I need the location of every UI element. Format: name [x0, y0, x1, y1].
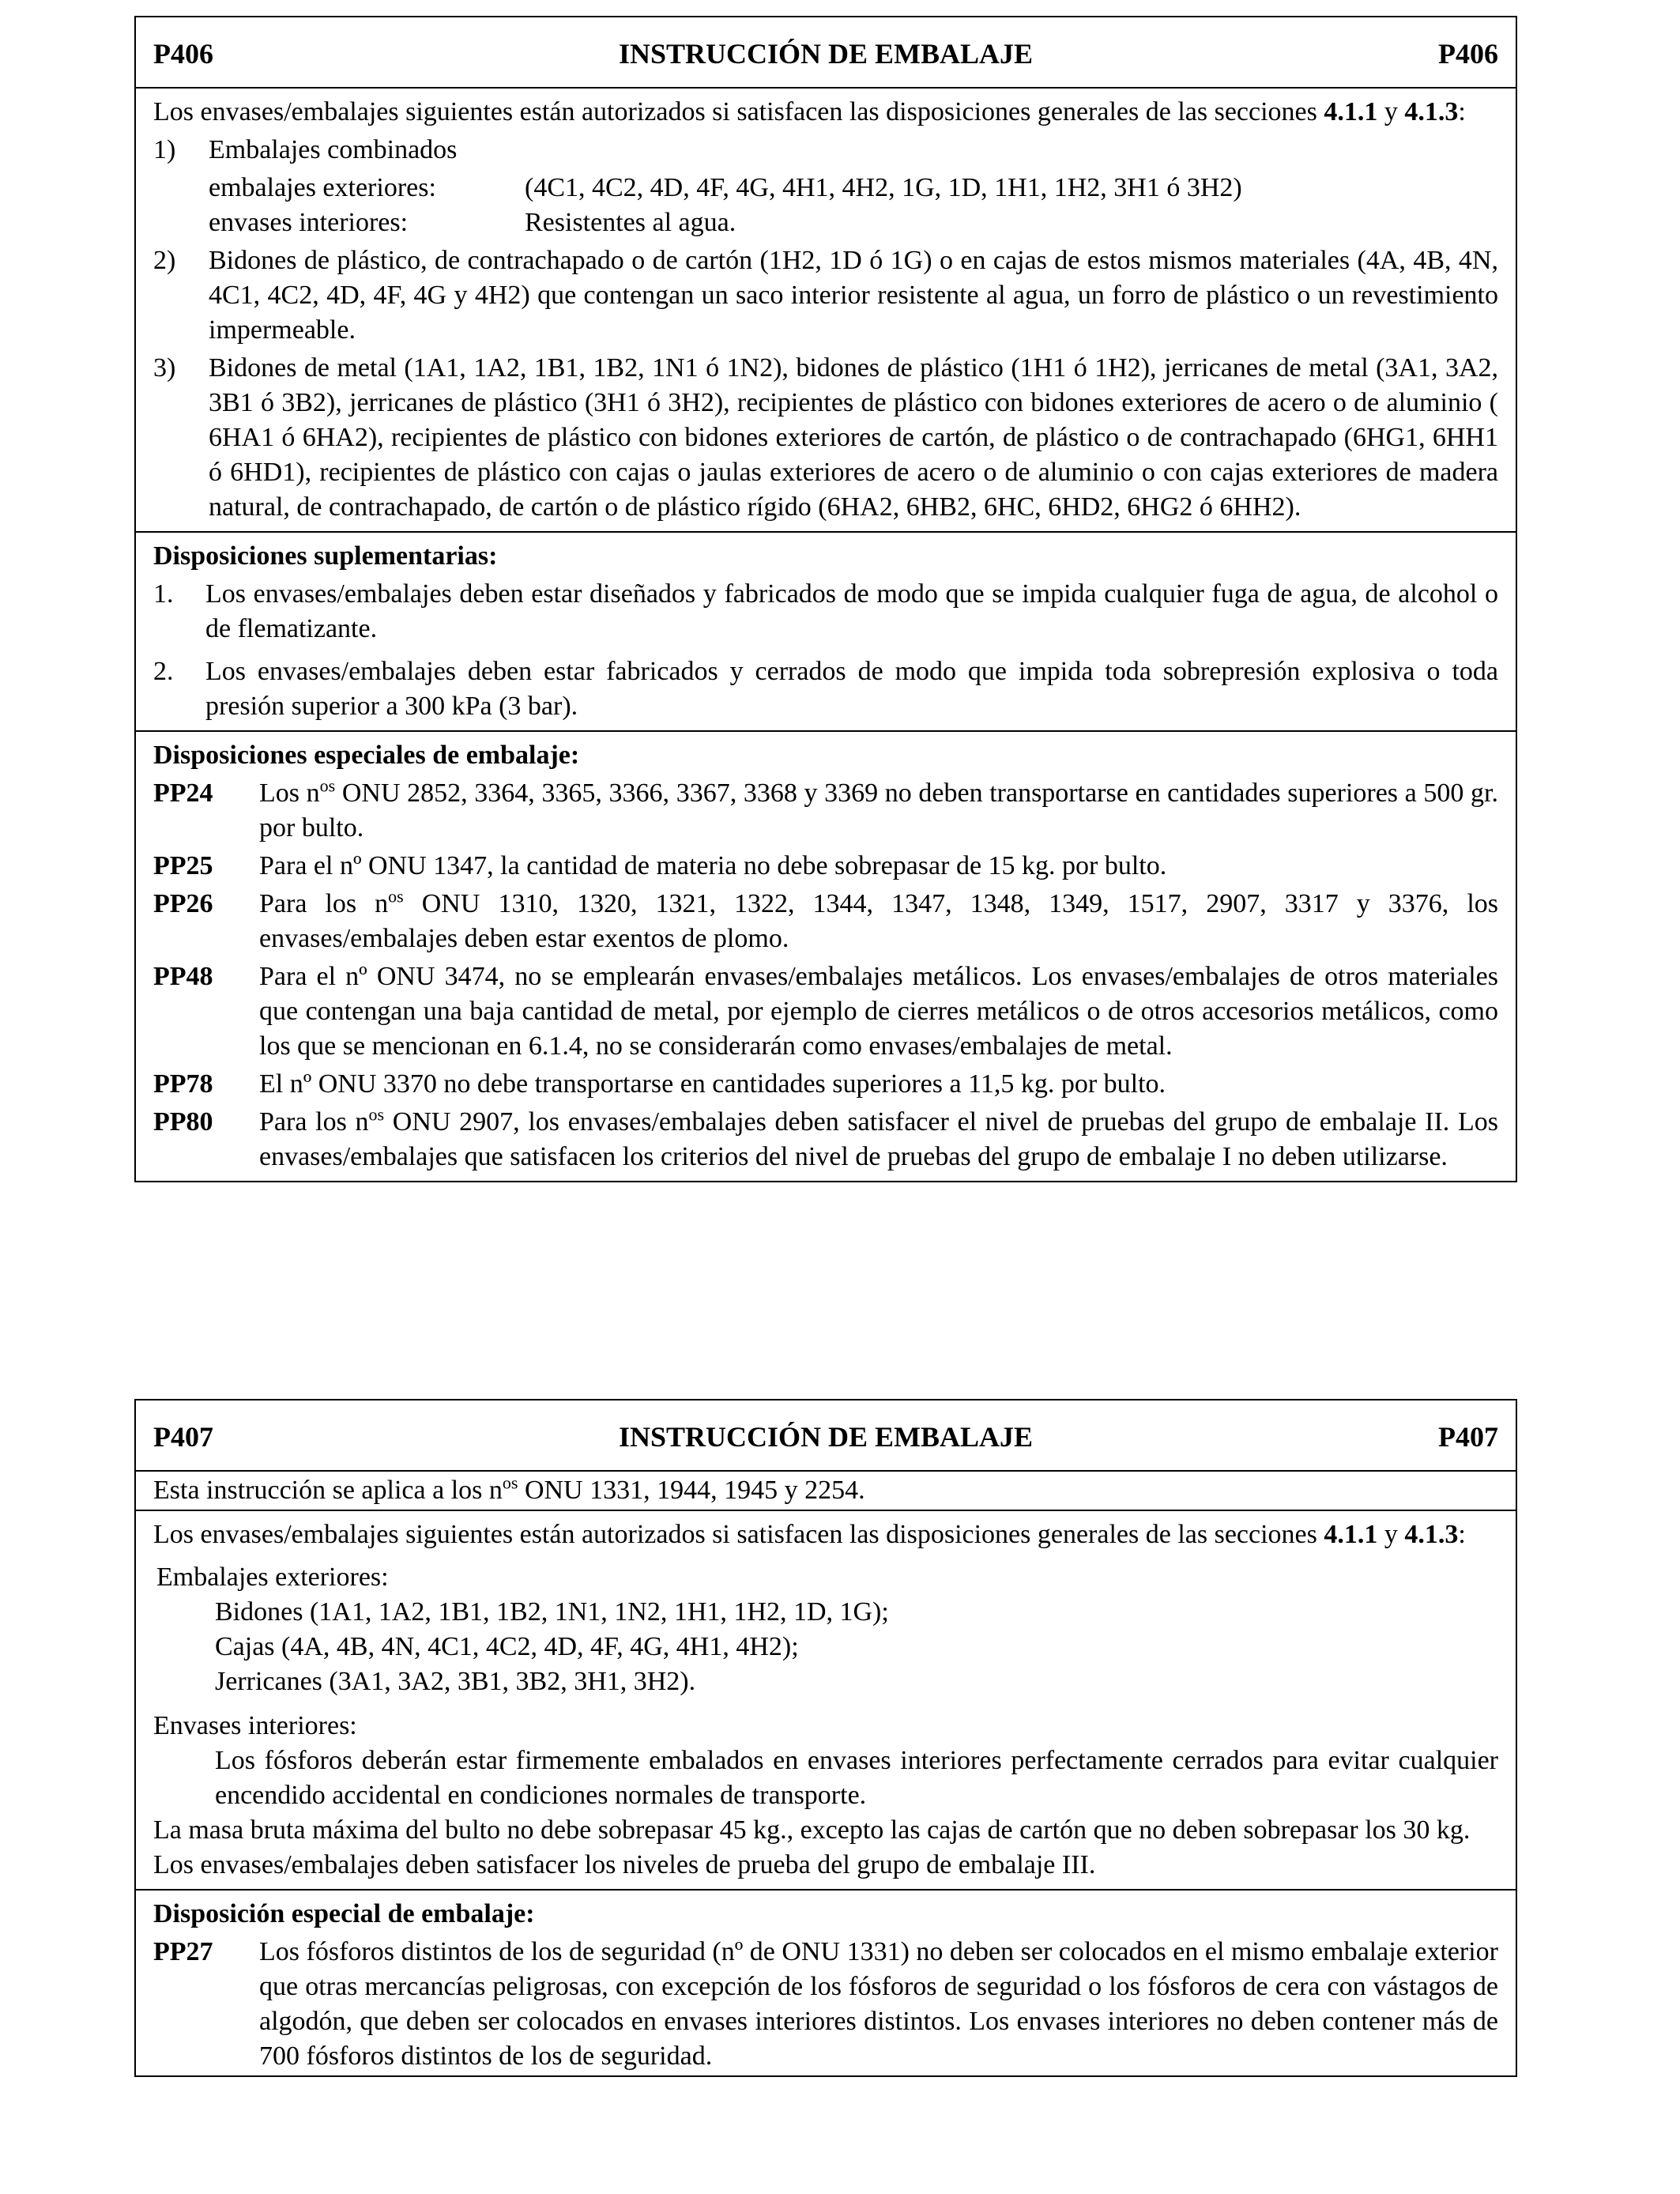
pp-text: ONU 1310, 1320, 1321, 1322, 1344, 1347, 1348, 1349, 1517, 2907, 3317 y 3376, los envases/embalajes deben estar exentos de plomo. — [259, 889, 1498, 953]
p406-intro-text: Los envases/embalajes siguientes están autorizados si satisfacen las disposiciones generales de las secciones — [153, 97, 1324, 126]
p406-intro-colon: : — [1458, 97, 1466, 126]
p407-code-left: P407 — [153, 1421, 213, 1453]
sub-row-key: embalajes exteriores: — [209, 173, 436, 202]
p406-supplementary-section — [136, 531, 1516, 730]
pp-sup: os — [388, 886, 404, 907]
p406-item-2 — [153, 243, 1498, 348]
pp-sup: os — [319, 775, 336, 796]
p406-supp-item — [153, 654, 1498, 724]
p407-authorized-section — [136, 1510, 1516, 1889]
pp-code: PP24 — [153, 778, 213, 808]
pp-code: PP25 — [153, 851, 213, 880]
p407-special-section — [136, 1889, 1516, 2075]
p407-levels-text: Los envases/embalajes deben satisfacer los niveles de prueba del grupo de embalaje III. — [153, 1850, 1096, 1879]
p407-intro-and: y — [1377, 1520, 1405, 1549]
list-item: Cajas (4A, 4B, 4N, 4C1, 4C2, 4D, 4F, 4G, 4H1, 4H2); — [215, 1632, 799, 1661]
pp-code: PP27 — [153, 1937, 213, 1966]
item-number: 3) — [153, 353, 176, 383]
item-text: Los envases/embalajes deben estar diseñados y fabricados de modo que se impida cualquier fuga de agua, de alcohol o de flematizante. — [205, 579, 1498, 643]
p406-instruction-box — [134, 16, 1517, 1182]
p406-item-1 — [153, 133, 1498, 240]
sub-row — [209, 171, 1498, 205]
pp-code: PP80 — [153, 1107, 213, 1137]
pp-code: PP48 — [153, 962, 213, 991]
p407-code-right: P407 — [1438, 1421, 1498, 1453]
p406-supp-item — [153, 577, 1498, 647]
pp-text: El nº ONU 3370 no debe transportarse en cantidades superiores a 11,5 kg. por bulto. — [259, 1069, 1166, 1099]
p406-intro-ref1: 4.1.1 — [1324, 97, 1378, 126]
p407-header — [136, 1400, 1516, 1470]
pp-row — [153, 1105, 1498, 1174]
p407-intro-colon: : — [1458, 1520, 1466, 1549]
p407-inner-title: Envases interiores: — [153, 1711, 357, 1740]
pp-row — [153, 959, 1498, 1064]
pp-text-pre: Para los n — [259, 889, 389, 918]
p406-code-left: P406 — [153, 38, 213, 70]
pp-row — [153, 776, 1498, 846]
p407-applies-section — [136, 1470, 1516, 1510]
p406-special-section — [136, 730, 1516, 1181]
pp-text: Los fósforos distintos de los de seguridad (nº de ONU 1331) no deben ser colocados en el mismo embalaje exterior que otras mercancías peligrosas, con excepción de los fósforos de seguridad o los fósforos de cera con vástagos de algodón, que deben ser colocados en envases interiores distintos. Los envases interiores no deben contener más de 700 fósforos distintos de los de seguridad. — [259, 1937, 1498, 2071]
item-number: 2) — [153, 246, 176, 275]
item-number: 2. — [153, 657, 174, 686]
p407-intro — [153, 1517, 1498, 1552]
p406-code-right: P406 — [1438, 38, 1498, 70]
p406-supp-title: Disposiciones suplementarias: — [153, 541, 498, 571]
pp-text: Para el nº ONU 1347, la cantidad de materia no debe sobrepasar de 15 kg. por bulto. — [259, 851, 1167, 880]
p406-header — [136, 17, 1516, 87]
p407-mass-text: La masa bruta máxima del bulto no debe sobrepasar 45 kg., excepto las cajas de cartón que no deben sobrepasar los 30 kg. — [153, 1815, 1471, 1845]
item-text: Bidones de plástico, de contrachapado o de cartón (1H2, 1D ó 1G) o en cajas de estos mismos materiales (4A, 4B, 4N, 4C1, 4C2, 4D, 4F, 4G y 4H2) que contengan un saco interior resistente al agua, un forro de plástico o un revestimiento impermeable. — [209, 246, 1498, 345]
p407-inner-text: Los fósforos deberán estar firmemente embalados en envases interiores perfectamente cerrados para evitar cualquier encendido accidental en condiciones normales de transporte. — [215, 1746, 1498, 1810]
p406-intro — [153, 95, 1498, 130]
p406-title: INSTRUCCIÓN DE EMBALAJE — [618, 38, 1034, 70]
pp-row — [153, 1067, 1498, 1102]
pp-code: PP78 — [153, 1069, 213, 1099]
p407-outer-title: Embalajes exteriores: — [156, 1563, 389, 1592]
p406-intro-and: y — [1377, 97, 1405, 126]
pp-text: Para el nº ONU 3474, no se emplearán envases/embalajes metálicos. Los envases/embalajes de otros materiales que contengan una baja cantidad de metal, por ejemplo de cierres metálicos o de otros accesorios metálicos, como los que se mencionan en 6.1.4, no se considerarán como envases/embalajes de metal. — [259, 962, 1498, 1061]
sub-row — [209, 205, 1498, 240]
p407-outer-list — [153, 1595, 1498, 1699]
item-number: 1) — [153, 135, 176, 164]
pp-row — [153, 1935, 1498, 2074]
pp-code: PP26 — [153, 889, 213, 918]
p407-applies-sup: os — [502, 1472, 518, 1493]
pp-text-pre: Para los n — [259, 1107, 369, 1137]
p407-title: INSTRUCCIÓN DE EMBALAJE — [618, 1421, 1034, 1453]
p406-intro-ref2: 4.1.3 — [1404, 97, 1459, 126]
pp-text-pre: Los n — [259, 778, 320, 808]
pp-sup: os — [368, 1104, 385, 1125]
p407-intro-ref1: 4.1.1 — [1324, 1520, 1378, 1549]
p407-intro-text: Los envases/embalajes siguientes están autorizados si satisfacen las disposiciones generales de las secciones — [153, 1520, 1324, 1549]
p407-special-title: Disposición especial de embalaje: — [153, 1899, 535, 1928]
pp-row — [153, 849, 1498, 884]
p406-item-3 — [153, 351, 1498, 525]
p407-applies-text: ONU 1331, 1944, 1945 y 2254. — [518, 1476, 865, 1505]
item-text: Embalajes combinados — [209, 135, 458, 164]
sub-row-value: (4C1, 4C2, 4D, 4F, 4G, 4H1, 4H2, 1G, 1D, 1H1, 1H2, 3H1 ó 3H2) — [525, 173, 1242, 202]
p407-applies — [153, 1473, 1498, 1508]
list-item: Jerricanes (3A1, 3A2, 3B1, 3B2, 3H1, 3H2). — [215, 1667, 696, 1696]
pp-text: ONU 2852, 3364, 3365, 3366, 3367, 3368 y 3369 no deben transportarse en cantidades superiores a 500 gr. por bulto. — [259, 778, 1498, 843]
pp-row — [153, 887, 1498, 956]
list-item: Bidones (1A1, 1A2, 1B1, 1B2, 1N1, 1N2, 1H1, 1H2, 1D, 1G); — [215, 1597, 889, 1627]
p407-instruction-box — [134, 1399, 1517, 2077]
p406-special-title: Disposiciones especiales de embalaje: — [153, 741, 580, 770]
sub-row-value: Resistentes al agua. — [525, 208, 736, 237]
pp-text: ONU 2907, los envases/embalajes deben satisfacer el nivel de pruebas del grupo de embalaje II. Los envases/embalajes que satisfacen los criterios del nivel de pruebas del grupo de embalaje I no deben utilizarse. — [259, 1107, 1498, 1171]
p407-intro-ref2: 4.1.3 — [1404, 1520, 1459, 1549]
item-text: Los envases/embalajes deben estar fabricados y cerrados de modo que impida toda sobrepresión explosiva o toda presión superior a 300 kPa (3 bar). — [205, 657, 1498, 721]
p406-authorized-section — [136, 87, 1516, 531]
item-text: Bidones de metal (1A1, 1A2, 1B1, 1B2, 1N1 ó 1N2), bidones de plástico (1H1 ó 1H2), jerricanes de metal (3A1, 3A2, 3B1 ó 3B2), jerricanes de plástico (3H1 ó 3H2), recipientes de plástico con bidones exteriores de acero o de aluminio ( 6HA1 ó 6HA2), recipientes de plástico con bidones exteriores de cartón, de plástico o de contrachapado (6HG1, 6HH1 ó 6HD1), recipientes de plástico con cajas o jaulas exteriores de acero o de aluminio o con cajas exteriores de madera natural, de contrachapado, de cartón o de plástico rígido (6HA2, 6HB2, 6HC, 6HD2, 6HG2 ó 6HH2). — [209, 353, 1498, 522]
item-number: 1. — [153, 579, 174, 609]
p407-applies-pre: Esta instrucción se aplica a los n — [153, 1476, 503, 1505]
sub-row-key: envases interiores: — [209, 208, 409, 237]
